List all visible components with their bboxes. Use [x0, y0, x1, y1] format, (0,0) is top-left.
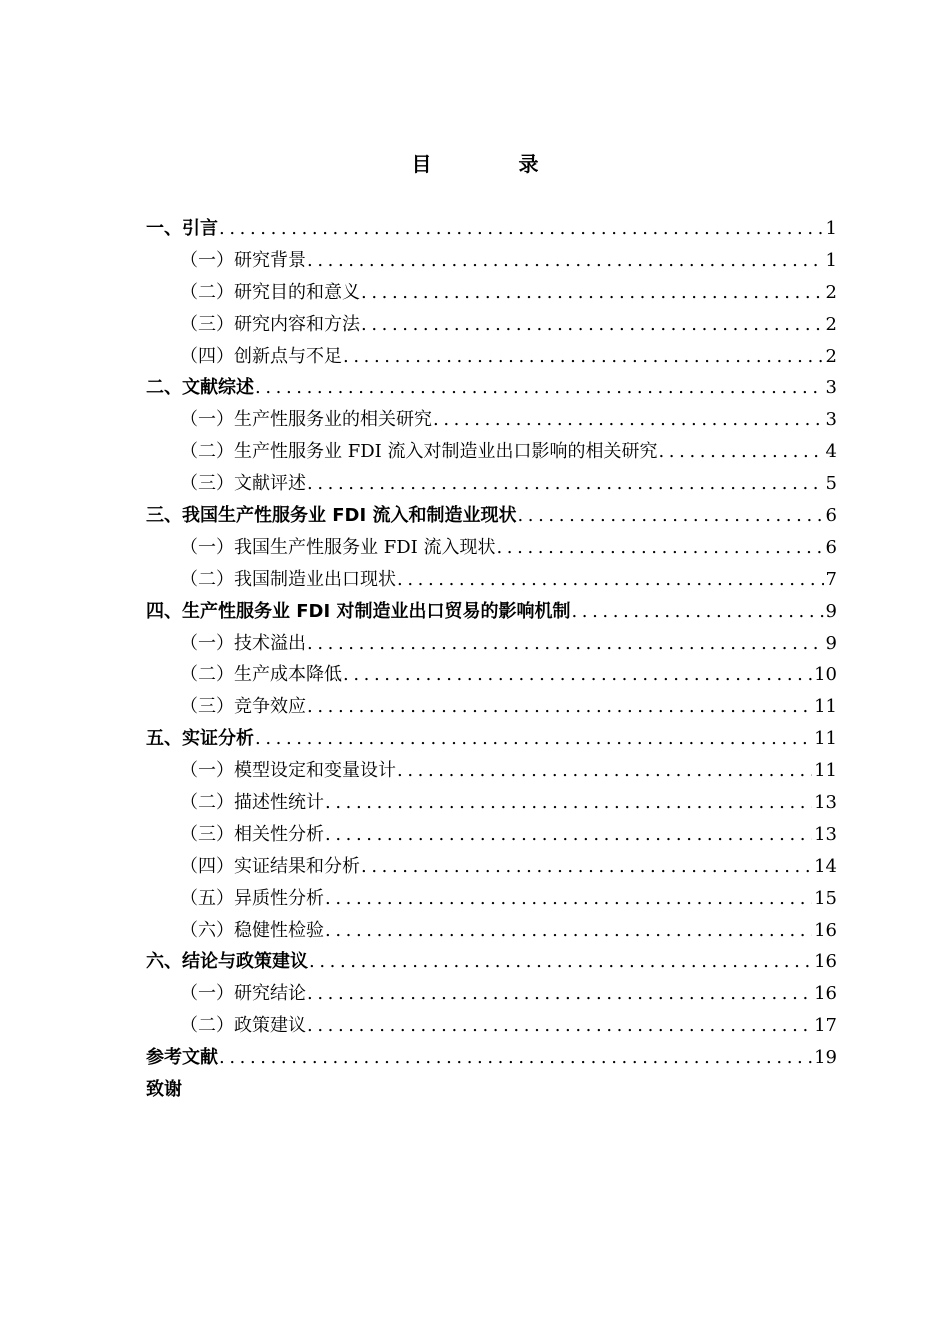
toc-dot-leader: [307, 245, 824, 277]
toc-entry-label: 研究内容和方法: [234, 313, 360, 335]
toc-entry-label: 研究目的和意义: [234, 281, 360, 303]
toc-dot-leader: [307, 468, 824, 500]
toc-entry-number: （六）: [180, 919, 234, 941]
toc-section-entry[interactable]: [146, 628, 837, 660]
toc-entry-label: 生产性服务业 FDI 流入对制造业出口影响的相关研究: [234, 441, 658, 463]
toc-section-entry[interactable]: [146, 245, 837, 277]
toc-page-number: 5: [825, 473, 837, 495]
toc-dot-leader: [433, 404, 824, 436]
toc-entry-label: 稳健性检验: [234, 919, 324, 941]
toc-page-number: 11: [814, 696, 837, 718]
toc-section-entry[interactable]: [146, 755, 837, 787]
toc-entry-label: 相关性分析: [234, 823, 324, 845]
toc-section-entry[interactable]: [146, 1010, 837, 1042]
toc-dot-leader: [343, 341, 824, 373]
toc-page-number: 13: [814, 792, 837, 814]
toc-page-number: 11: [814, 760, 837, 782]
toc-page-number: 17: [814, 1015, 837, 1037]
toc-dot-leader: [307, 978, 812, 1010]
toc-section-entry[interactable]: [146, 341, 837, 373]
toc-dot-leader: [571, 596, 823, 628]
toc-entry-label: 引言: [182, 218, 218, 239]
toc-section-entry[interactable]: [146, 532, 837, 564]
toc-page-number: 3: [825, 377, 837, 399]
toc-page-number: 2: [825, 281, 837, 303]
toc-dot-leader: [219, 1042, 812, 1074]
toc-section-entry[interactable]: [146, 564, 837, 596]
toc-entry-number: （一）: [180, 983, 234, 1005]
toc-entry-number: （二）: [180, 664, 234, 686]
toc-entry-number: （三）: [180, 823, 234, 845]
toc-entry-label: 我国生产性服务业 FDI 流入现状: [234, 536, 496, 558]
toc-dot-leader: [255, 723, 812, 755]
toc-entry-label: 参考文献: [146, 1047, 218, 1069]
toc-dot-leader: [343, 659, 812, 691]
toc-entry-label: 创新点与不足: [234, 345, 342, 367]
toc-dot-leader: [219, 213, 824, 245]
toc-entry-label: 文献综述: [182, 377, 254, 399]
toc-entry-label: 模型设定和变量设计: [234, 760, 396, 782]
toc-entry-label: 生产成本降低: [234, 664, 342, 686]
toc-page-number: 19: [814, 1047, 837, 1069]
toc-entry-label: 文献评述: [234, 473, 306, 495]
toc-section-entry[interactable]: [146, 978, 837, 1010]
toc-page-number: 9: [825, 632, 837, 654]
toc-dot-leader: [361, 851, 812, 883]
toc-entry-number: （一）: [180, 536, 234, 558]
toc-page-number: 6: [825, 505, 837, 527]
toc-chapter-entry[interactable]: [146, 1074, 837, 1106]
toc-entry-number: 三、: [146, 505, 182, 527]
toc-page-number: 2: [825, 313, 837, 335]
toc-chapter-entry[interactable]: [146, 213, 837, 245]
toc-dot-leader: [397, 755, 812, 787]
toc-section-entry[interactable]: [146, 787, 837, 819]
toc-entry-number: 一、: [146, 218, 182, 239]
toc-entry-label: 结论与政策建议: [182, 951, 308, 973]
toc-entry-number: （四）: [180, 345, 234, 367]
toc-chapter-entry[interactable]: [146, 500, 837, 532]
toc-entry-label: 研究结论: [234, 983, 306, 1005]
toc-page-number: 7: [825, 568, 837, 590]
toc-page-number: 3: [825, 409, 837, 431]
toc-page-number: 9: [825, 600, 837, 622]
toc-page-number: 4: [825, 441, 837, 463]
toc-entry-number: （二）: [180, 441, 234, 463]
toc-dot-leader: [325, 883, 812, 915]
toc-section-entry[interactable]: [146, 309, 837, 341]
toc-section-entry[interactable]: [146, 404, 837, 436]
toc-page-number: 16: [814, 919, 837, 941]
toc-page-number: 16: [814, 951, 837, 973]
toc-dot-leader: [397, 564, 824, 596]
toc-entry-label: 生产性服务业 FDI 对制造业出口贸易的影响机制: [182, 600, 571, 622]
toc-entry-number: （一）: [180, 249, 234, 271]
toc-chapter-entry[interactable]: [146, 596, 837, 628]
toc-entry-number: 六、: [146, 951, 182, 973]
toc-entry-number: （五）: [180, 887, 234, 909]
toc-page-number: 14: [814, 855, 837, 877]
toc-section-entry[interactable]: [146, 659, 837, 691]
toc-dot-leader: [361, 309, 824, 341]
toc-entry-label: 实证分析: [182, 728, 254, 750]
toc-entry-label: 我国生产性服务业 FDI 流入和制造业现状: [182, 505, 517, 527]
toc-dot-leader: [255, 372, 824, 404]
toc-page-number: 10: [814, 664, 837, 686]
toc-entry-number: （一）: [180, 632, 234, 654]
toc-dot-leader: [309, 946, 812, 978]
toc-entry-label: 生产性服务业的相关研究: [234, 409, 432, 431]
toc-section-entry[interactable]: [146, 436, 837, 468]
toc-entry-label: 政策建议: [234, 1015, 306, 1037]
toc-entry-label: 我国制造业出口现状: [234, 568, 396, 590]
toc-entry-label: 描述性统计: [234, 792, 324, 814]
toc-entry-label: 致谢: [146, 1079, 182, 1101]
toc-page-number: 1: [825, 249, 837, 271]
toc-entry-label: 研究背景: [234, 249, 306, 271]
toc-entry-label: 异质性分析: [234, 887, 324, 909]
table-of-contents: [146, 213, 837, 1106]
toc-entry-number: （二）: [180, 1015, 234, 1037]
toc-section-entry[interactable]: [146, 277, 837, 309]
toc-entry-label: 实证结果和分析: [234, 855, 360, 877]
toc-dot-leader: [517, 500, 823, 532]
toc-section-entry[interactable]: [146, 883, 837, 915]
toc-entry-number: 二、: [146, 377, 182, 399]
toc-dot-leader: [325, 915, 812, 947]
toc-chapter-entry[interactable]: [146, 1042, 837, 1074]
toc-section-entry[interactable]: [146, 819, 837, 851]
toc-chapter-entry[interactable]: [146, 946, 837, 978]
page-title: 目 录: [411, 152, 579, 176]
toc-dot-leader: [361, 277, 824, 309]
toc-entry-number: （三）: [180, 696, 234, 718]
toc-dot-leader: [325, 819, 812, 851]
toc-chapter-entry[interactable]: [146, 723, 837, 755]
toc-page-number: 1: [825, 218, 837, 239]
toc-dot-leader: [325, 787, 812, 819]
toc-entry-number: 四、: [146, 600, 182, 622]
toc-chapter-entry[interactable]: [146, 372, 837, 404]
toc-dot-leader: [496, 532, 823, 564]
toc-entry-number: 五、: [146, 728, 182, 750]
toc-entry-number: （四）: [180, 855, 234, 877]
toc-page-number: 11: [814, 728, 837, 750]
toc-section-entry[interactable]: [146, 691, 837, 723]
toc-entry-label: 技术溢出: [234, 632, 306, 654]
toc-dot-leader: [658, 436, 823, 468]
toc-entry-number: （一）: [180, 760, 234, 782]
toc-entry-number: （一）: [180, 409, 234, 431]
toc-dot-leader: [307, 691, 812, 723]
toc-section-entry[interactable]: [146, 851, 837, 883]
toc-entry-number: （二）: [180, 792, 234, 814]
toc-entry-label: 竞争效应: [234, 696, 306, 718]
toc-page-number: 16: [814, 983, 837, 1005]
toc-section-entry[interactable]: [146, 915, 837, 947]
toc-page-number: 13: [814, 823, 837, 845]
toc-entry-number: （二）: [180, 568, 234, 590]
toc-entry-number: （三）: [180, 473, 234, 495]
toc-entry-number: （三）: [180, 313, 234, 335]
toc-page-number: 6: [825, 536, 837, 558]
toc-dot-leader: [307, 1010, 812, 1042]
toc-page-number: 15: [814, 887, 837, 909]
toc-page-number: 2: [825, 345, 837, 367]
toc-section-entry[interactable]: [146, 468, 837, 500]
toc-dot-leader: [307, 628, 824, 660]
toc-entry-number: （二）: [180, 281, 234, 303]
